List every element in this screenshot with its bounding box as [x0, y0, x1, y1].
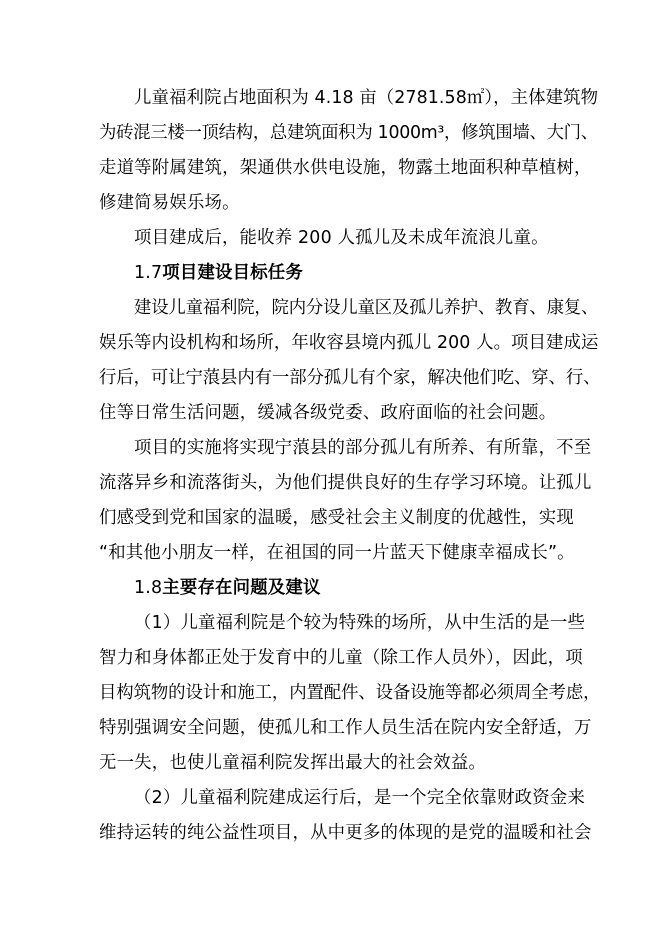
text-line: 行后，可让宁蒗县内有一部分孤儿有个家，解决他们吃、穿、行、 — [99, 368, 601, 388]
text-line: 住等日常生活问题，缓减各级党委、政府面临的社会问题。 — [99, 403, 557, 423]
text-line: 项目的实施将实现宁蒗县的部分孤儿有所养、有所靠，不至 — [134, 438, 592, 458]
text-line: 无一失，也使儿童福利院发挥出最大的社会效益。 — [99, 753, 486, 773]
heading-number: 1.7 — [134, 263, 163, 283]
text-line: 儿童福利院占地面积为 4.18 亩（2781.58㎡），主体建筑物 — [134, 88, 599, 108]
text-line: 流落异乡和流落街头，为他们提供良好的生存学习环境。让孤儿 — [99, 473, 592, 493]
text-line: （2）儿童福利院建成运行后，是一个完全依靠财政资金来 — [134, 788, 586, 808]
section-heading-1-7 — [134, 262, 303, 284]
section-heading-1-8 — [134, 577, 321, 599]
text-line: （1）儿童福利院是个较为特殊的场所，从中生活的是一些 — [134, 613, 586, 633]
text-line: 走道等附属建筑，架通供水供电设施，物露土地面积种草植树， — [99, 158, 592, 178]
heading-text: 主要存在问题及建议 — [162, 578, 321, 598]
text-line: 为砖混三楼一顶结构，总建筑面积为 1000m³，修筑围墙、大门、 — [99, 123, 598, 143]
text-line: 们感受到党和国家的温暖，感受社会主义制度的优越性，实现 — [99, 508, 574, 528]
text-line: 智力和身体都正处于发育中的儿童（除工作人员外），因此，项 — [99, 648, 583, 668]
heading-text: 项目建设目标任务 — [162, 263, 303, 283]
text-line: 建设儿童福利院，院内分设儿童区及孤儿养护、教育、康复、 — [134, 298, 599, 318]
text-line: 特别强调安全问题，使孤儿和工作人员生活在院内安全舒适，万 — [99, 718, 592, 738]
text-line: 娱乐等内设机构和场所，年收容县境内孤儿 200 人。项目建成运 — [99, 333, 599, 353]
text-line: 修建简易娱乐场。 — [99, 193, 240, 213]
heading-number: 1.8 — [134, 578, 163, 598]
text-line: “和其他小朋友一样，在祖国的同一片蓝天下健康幸福成长”。 — [99, 543, 575, 563]
text-line: 项目建成后，能收养 200 人孤儿及未成年流浪儿童。 — [134, 228, 549, 248]
text-line: 目构筑物的设计和施工，内置配件、设备设施等都必须周全考虑， — [99, 683, 601, 703]
text-line: 维持运转的纯公益性项目，从中更多的体现的是党的温暖和社会 — [99, 823, 592, 843]
